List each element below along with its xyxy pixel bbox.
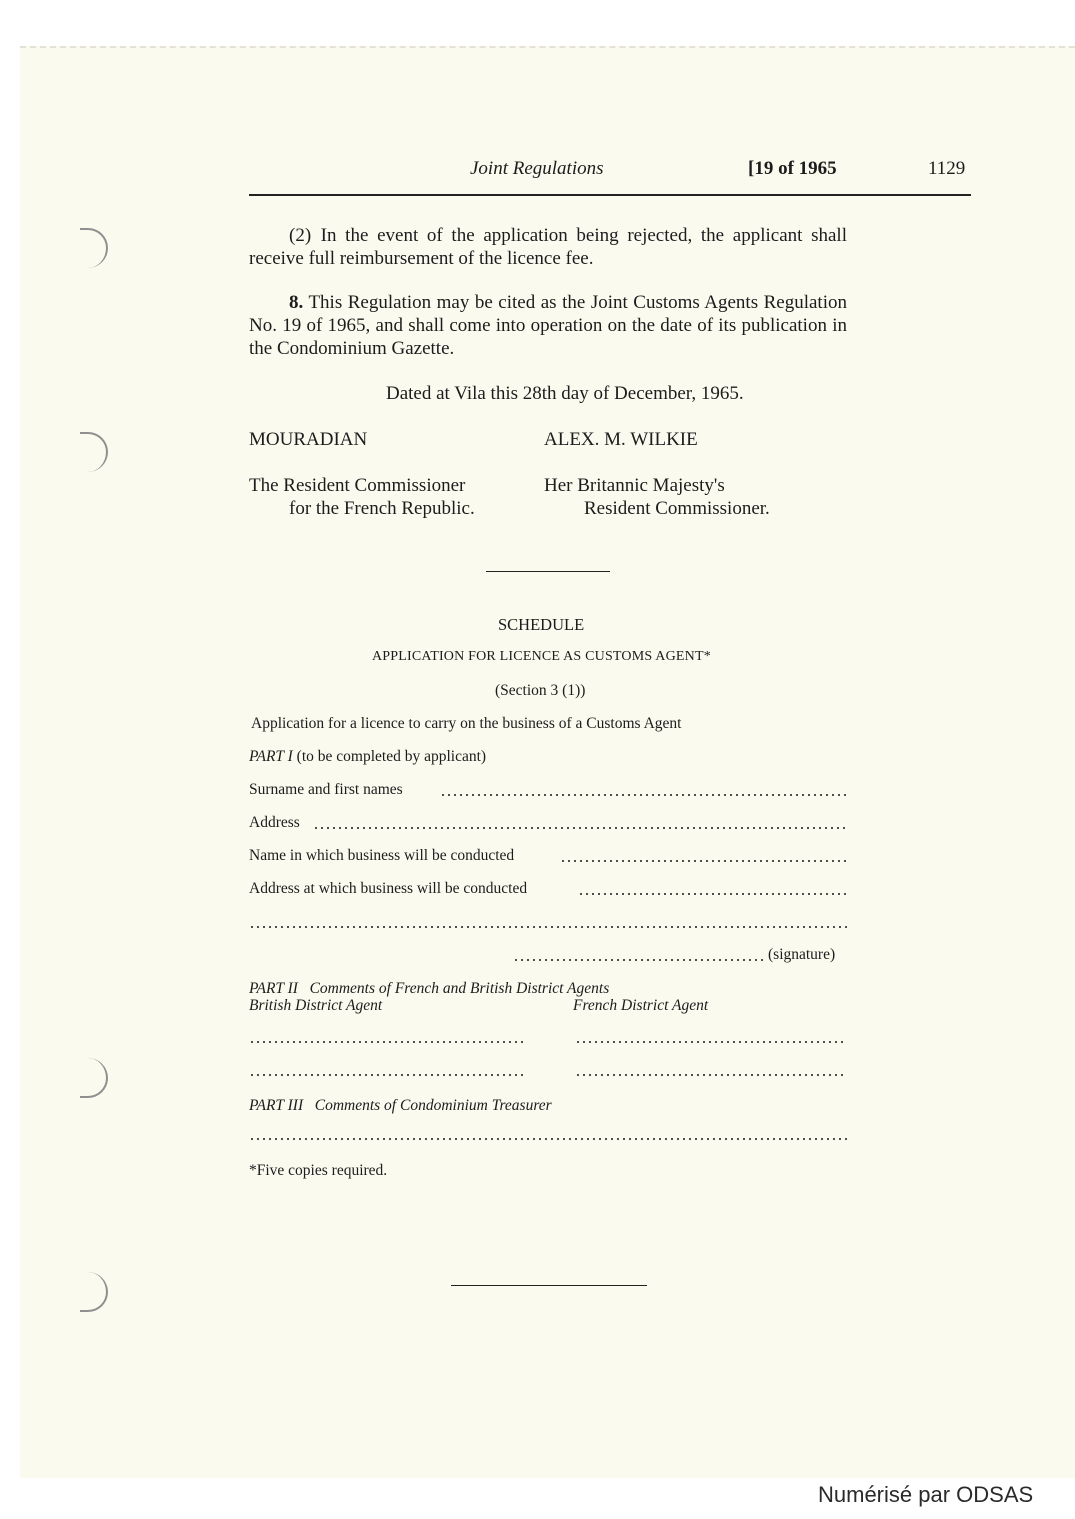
- french-signatory-title-2: for the French Republic.: [289, 498, 475, 519]
- footnote: *Five copies required.: [249, 1162, 388, 1179]
- british-signatory-title-2: Resident Commissioner.: [584, 498, 770, 519]
- signature-line[interactable]: [513, 958, 767, 962]
- part2-british-label: British District Agent: [249, 997, 383, 1014]
- paragraph-8-number: 8.: [289, 292, 304, 313]
- part1-note: (to be completed by applicant): [296, 748, 487, 765]
- page-number: 1129: [928, 158, 966, 179]
- field-extra-line[interactable]: [249, 925, 847, 929]
- french-comment-line[interactable]: [575, 1073, 847, 1077]
- part3-label: PART III: [249, 1097, 304, 1114]
- part2-label: PART II: [249, 980, 298, 997]
- schedule-intro: Application for a licence to carry on the business of a Customs Agent: [251, 715, 682, 732]
- paragraph-8-text: This Regulation may be cited as the Joint Customs Agents Regulation No. 19 of 1965, and shall come into operation on the date of its publication in the Condominium Gazette.: [249, 292, 847, 359]
- part2-french-label: French District Agent: [573, 997, 709, 1014]
- french-signatory-name: MOURADIAN: [249, 429, 368, 450]
- digitizer-watermark: Numérisé par ODSAS: [818, 1482, 1034, 1507]
- field-surname-line[interactable]: [440, 793, 847, 797]
- british-comment-line[interactable]: [249, 1073, 525, 1077]
- paragraph-8: [249, 291, 847, 360]
- field-business-name-line[interactable]: [560, 859, 847, 863]
- schedule-subheading: APPLICATION FOR LICENCE AS CUSTOMS AGENT*: [372, 649, 711, 664]
- end-rule: [451, 1285, 647, 1286]
- part1-label: PART I: [249, 748, 293, 765]
- field-address-line[interactable]: [313, 826, 847, 830]
- field-business-name-label: Name in which business will be conducted: [249, 847, 515, 864]
- regulation-number: [19 of 1965: [748, 158, 837, 179]
- british-signatory-title: Her Britannic Majesty's: [544, 475, 725, 496]
- schedule-heading: SCHEDULE: [498, 615, 585, 634]
- paragraph-2: (2) In the event of the application being rejected, the applicant shall receive full reimbursement of the licence fee.: [249, 225, 847, 269]
- part3-title: Comments of Condominium Treasurer: [314, 1097, 552, 1114]
- field-surname-label: Surname and first names: [249, 781, 403, 798]
- part2-title: Comments of French and British District Agents: [309, 980, 610, 997]
- french-signatory-title: The Resident Commissioner: [249, 475, 466, 496]
- part3-heading: [249, 1097, 552, 1115]
- running-title: Joint Regulations: [470, 158, 604, 179]
- treasurer-comment-line[interactable]: [249, 1137, 847, 1141]
- header-rule: [249, 194, 971, 196]
- part1-heading: [249, 748, 486, 766]
- schedule-section: (Section 3 (1)): [495, 682, 586, 699]
- french-comment-line[interactable]: [575, 1040, 847, 1044]
- field-business-address-label: Address at which business will be conducted: [249, 880, 528, 897]
- field-business-address-line[interactable]: [578, 892, 847, 896]
- dated-line: Dated at Vila this 28th day of December, 1965.: [386, 383, 744, 404]
- part2-heading: [249, 980, 609, 997]
- british-signatory-name: ALEX. M. WILKIE: [544, 429, 698, 450]
- section-divider: [486, 571, 610, 572]
- signature-label: (signature): [768, 946, 836, 963]
- british-comment-line[interactable]: [249, 1040, 525, 1044]
- field-address-label: Address: [249, 814, 300, 831]
